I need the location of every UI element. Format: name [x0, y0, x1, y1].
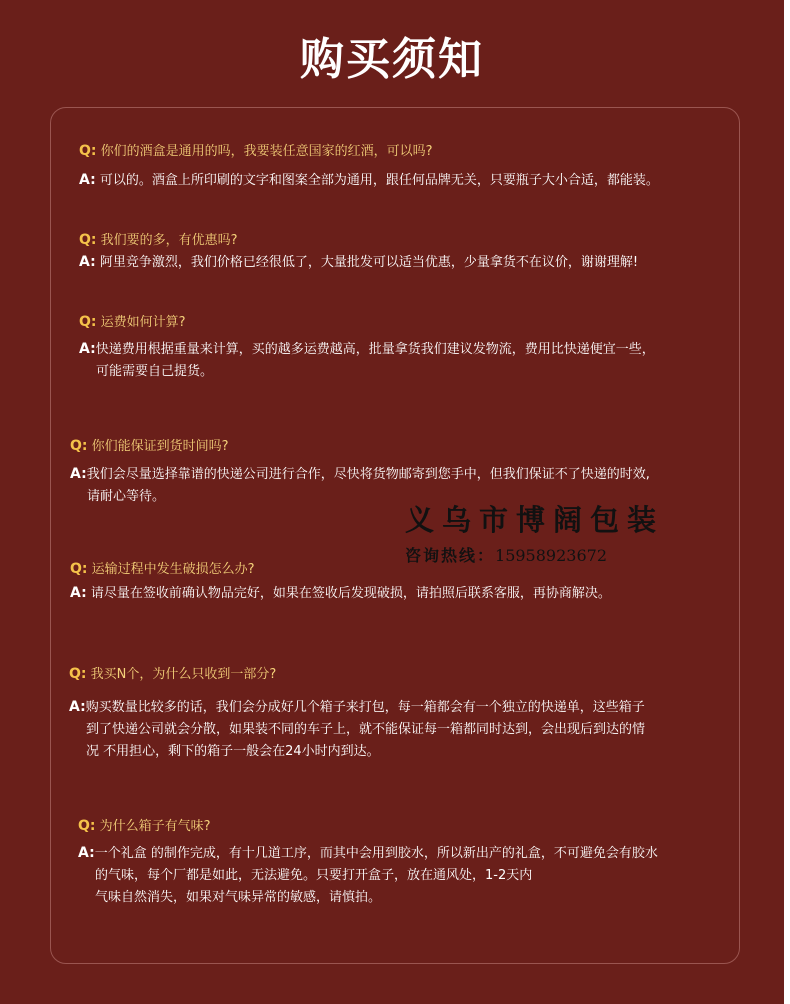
- faq-question-7: [78, 815, 211, 838]
- question-text: 我买N个，为什么只收到一部分?: [90, 667, 277, 682]
- faq-question-5: [70, 558, 255, 581]
- answer-line: 快递费用根据重量来计算，买的越多运费越高，批量拿货我们建议发物流，费用比快递便宜一些，: [95, 342, 655, 357]
- answer-line: 气味自然消失，如果对气味异常的敏感，请慎拍。: [95, 890, 382, 905]
- question-text: 运输过程中发生破损怎么办?: [91, 562, 255, 577]
- question-tag: Q:: [70, 561, 88, 577]
- watermark-hotline: [405, 544, 664, 568]
- question-tag: Q:: [70, 438, 88, 454]
- answer-line: 的气味，每个厂都是如此，无法避免。只要打开盒子，放在通风处，1-2天内: [95, 868, 533, 883]
- faq-question-3: [79, 311, 186, 334]
- company-watermark: [405, 500, 664, 568]
- question-tag: Q:: [79, 232, 97, 248]
- answer-line: 到了快递公司就会分散，如果装不同的车子上，就不能保证每一箱都同时达到，会出现后到达的情: [86, 722, 646, 737]
- faq-question-6: [69, 663, 276, 686]
- answer-tag: A:: [79, 254, 96, 270]
- faq-answer-2: [79, 251, 638, 274]
- question-tag: Q:: [79, 143, 97, 159]
- answer-tag: A:: [70, 585, 87, 601]
- question-text: 为什么箱子有气味?: [99, 819, 211, 834]
- answer-line: 我们会尽量选择靠谱的快递公司进行合作，尽快将货物邮寄到您手中，但我们保证不了快递的时效,: [86, 467, 650, 482]
- faq-question-2: [79, 229, 238, 252]
- question-text: 你们能保证到货时间吗?: [91, 439, 229, 454]
- faq-question-4: [70, 435, 229, 458]
- faq-answer-7: [78, 842, 658, 909]
- answer-line: 请尽量在签收前确认物品完好，如果在签收后发现破损，请拍照后联系客服，再协商解决。: [90, 586, 611, 601]
- question-text: 你们的酒盒是通用的吗，我要装任意国家的红酒，可以吗?: [100, 144, 433, 159]
- faq-answer-1: [79, 169, 659, 192]
- answer-tag: A:: [69, 699, 86, 715]
- answer-tag: A:: [70, 466, 87, 482]
- faq-answer-3: [79, 338, 655, 383]
- answer-tag: A:: [79, 341, 96, 357]
- faq-answer-5: [70, 582, 611, 605]
- question-tag: Q:: [78, 818, 96, 834]
- answer-line: 况 不用担心，剩下的箱子一般会在24小时内到达。: [86, 744, 380, 759]
- question-tag: Q:: [79, 314, 97, 330]
- faq-answer-6: [69, 696, 645, 763]
- watermark-phone-label: 咨询热线：: [405, 546, 496, 565]
- watermark-phone-number: 15958923672: [495, 546, 607, 565]
- answer-line: 阿里竞争激烈，我们价格已经很低了，大量批发可以适当优惠，少量拿货不在议价，谢谢理解!: [99, 255, 639, 270]
- answer-line: 购买数量比较多的话，我们会分成好几个箱子来打包，每一箱都会有一个独立的快递单，这些箱子: [85, 700, 645, 715]
- answer-line: 可以的。酒盒上所印刷的文字和图案全部为通用，跟任何品牌无关，只要瓶子大小合适，都能装。: [99, 173, 659, 188]
- answer-line: 一个礼盒 的制作完成，有十几道工序，而其中会用到胶水，所以新出产的礼盒，不可避免会有胶水: [94, 846, 658, 861]
- question-tag: Q:: [69, 666, 87, 682]
- question-text: 运费如何计算?: [100, 315, 186, 330]
- faq-question-1: [79, 140, 433, 163]
- answer-line: 请耐心等待。: [87, 489, 166, 504]
- answer-line: 可能需要自己提货。: [96, 364, 214, 379]
- watermark-company-name: 义乌市博阔包装: [405, 503, 665, 537]
- answer-tag: A:: [79, 172, 96, 188]
- page-title: 购买须知: [300, 34, 484, 85]
- question-text: 我们要的多，有优惠吗?: [100, 233, 238, 248]
- answer-tag: A:: [78, 845, 95, 861]
